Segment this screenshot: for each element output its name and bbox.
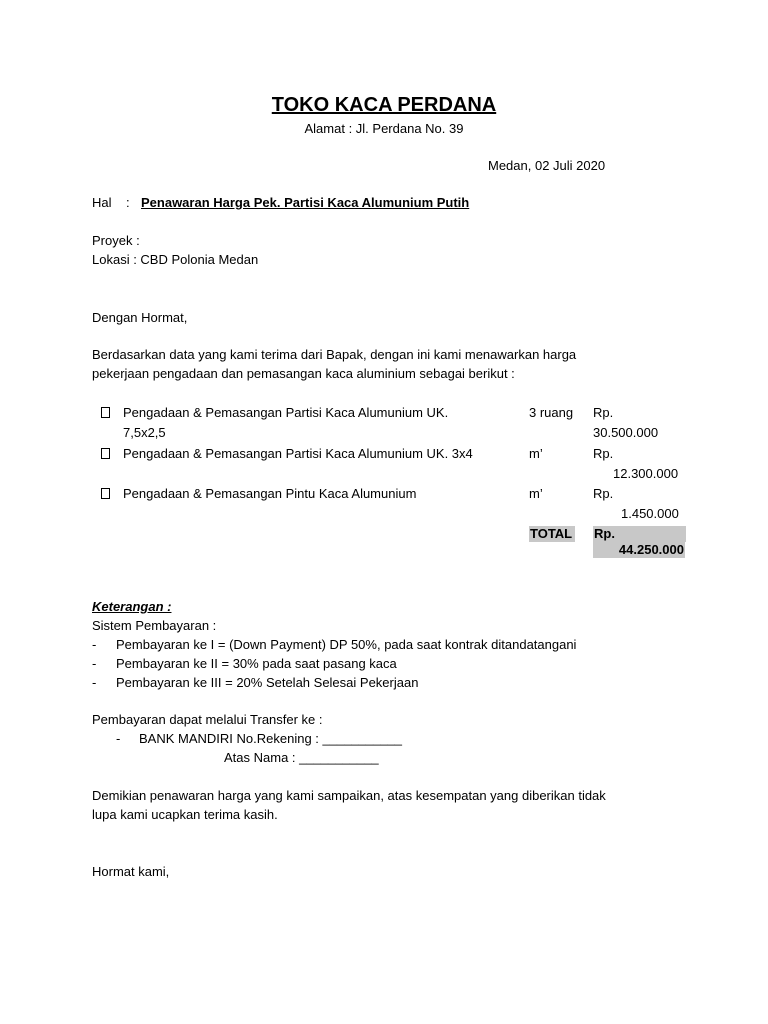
item-3-currency: Rp.: [593, 486, 614, 501]
intro-line-1: Berdasarkan data yang kami terima dari Bapak, dengan ini kami menawarkan harga: [92, 347, 577, 362]
list-dash: -: [116, 731, 121, 746]
item-2-currency: Rp.: [593, 446, 614, 461]
greeting: Dengan Hormat,: [92, 310, 188, 325]
payment-term-1: Pembayaran ke I = (Down Payment) DP 50%, pada saat kontrak ditandatangani: [116, 637, 577, 652]
company-address: Alamat : Jl. Perdana No. 39: [304, 121, 464, 136]
company-title: TOKO KACA PERDANA: [271, 94, 497, 116]
item-3-desc: Pengadaan & Pemasangan Pintu Kaca Alumunium: [123, 486, 417, 501]
total-currency: Rp.: [593, 526, 686, 542]
item-3-price: 1.450.000: [621, 506, 679, 521]
checkbox-icon: [101, 407, 110, 418]
list-dash: -: [92, 637, 97, 652]
item-1-desc: Pengadaan & Pemasangan Partisi Kaca Alumunium UK.: [123, 405, 449, 420]
item-1-qty: 3 ruang: [529, 405, 574, 420]
intro-line-2: pekerjaan pengadaan dan pemasangan kaca aluminium sebagai berikut :: [92, 366, 515, 381]
payment-term-2: Pembayaran ke II = 30% pada saat pasang kaca: [116, 656, 397, 671]
project-location: Lokasi : CBD Polonia Medan: [92, 252, 259, 267]
letter-date: Medan, 02 Juli 2020: [488, 158, 606, 173]
subject-text: Penawaran Harga Pek. Partisi Kaca Alumunium Putih: [141, 195, 470, 210]
payment-term-3: Pembayaran ke III = 20% Setelah Selesai Pekerjaan: [116, 675, 419, 690]
item-2-desc: Pengadaan & Pemasangan Partisi Kaca Alumunium UK. 3x4: [123, 446, 473, 461]
item-2-price: 12.300.000: [613, 466, 679, 481]
checkbox-icon: [101, 448, 110, 459]
signoff: Hormat kami,: [92, 864, 170, 879]
bank-account: BANK MANDIRI No.Rekening : ___________: [139, 731, 403, 746]
closing-line-2: lupa kami ucapkan terima kasih.: [92, 807, 278, 822]
transfer-intro: Pembayaran dapat melalui Transfer ke :: [92, 712, 323, 727]
closing-line-1: Demikian penawaran harga yang kami sampaikan, atas kesempatan yang diberikan tidak: [92, 788, 606, 803]
list-dash: -: [92, 656, 97, 671]
item-1-price: 30.500.000: [593, 425, 659, 440]
payment-system-label: Sistem Pembayaran :: [92, 618, 217, 633]
item-1-desc-cont: 7,5x2,5: [123, 425, 166, 440]
item-1-currency: Rp.: [593, 405, 614, 420]
notes-heading: Keterangan :: [92, 599, 172, 614]
total-label: TOTAL: [529, 526, 575, 542]
list-dash: -: [92, 675, 97, 690]
checkbox-icon: [101, 488, 110, 499]
project-name: Proyek :: [92, 233, 140, 248]
total-value: 44.250.000: [593, 542, 685, 558]
item-2-qty: m’: [529, 446, 543, 461]
item-3-qty: m’: [529, 486, 543, 501]
account-holder: Atas Nama : ___________: [224, 750, 379, 765]
subject-colon: :: [126, 195, 130, 210]
subject-label: Hal: [92, 195, 112, 210]
